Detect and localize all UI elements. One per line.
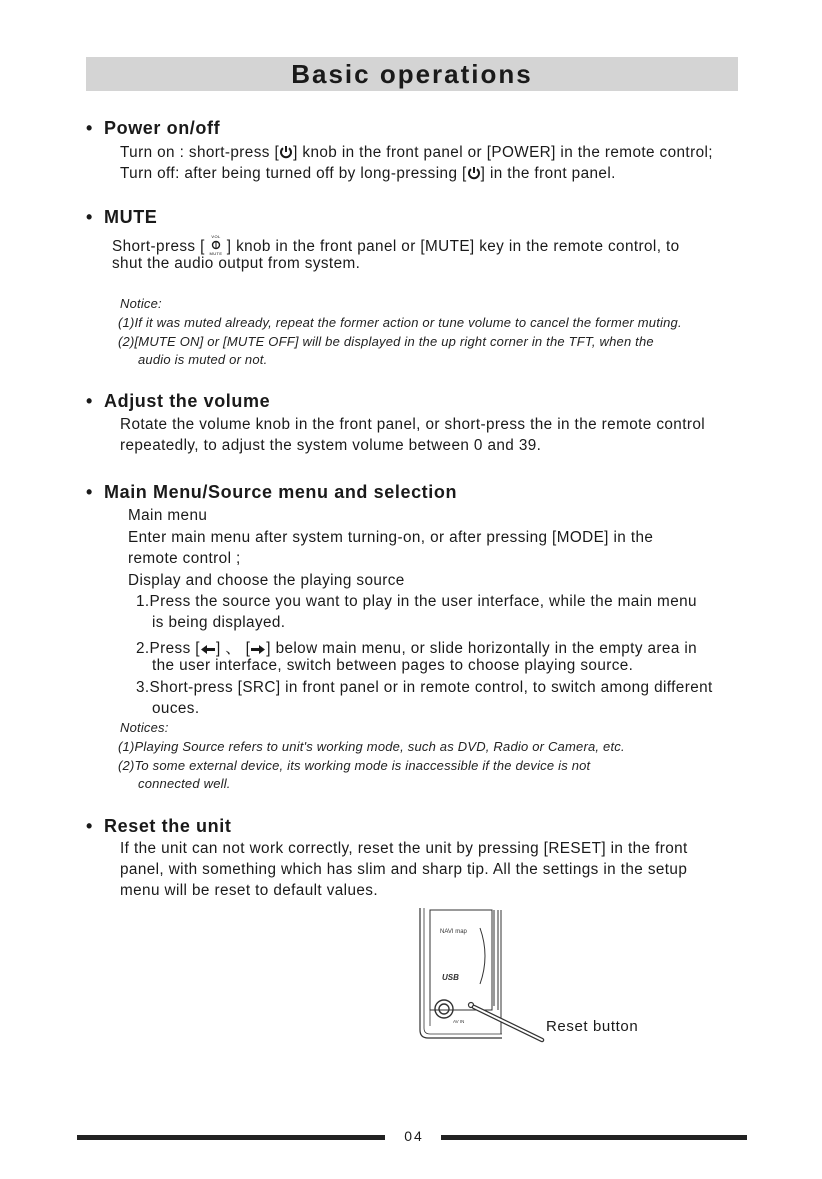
mainmenu-line-2: Enter main menu after system turning-on, or after pressing [MODE] in the: [128, 529, 654, 546]
bullet-dot: •: [86, 816, 93, 836]
power-icon: [279, 145, 293, 159]
mainmenu-line-6: is being displayed.: [152, 614, 286, 631]
section-heading-reset: • Reset the unit: [86, 816, 232, 836]
mainmenu-line-8: the user interface, switch between pages to choose playing source.: [152, 657, 634, 674]
power-on-line: Turn on : short-press [ ] knob in the front panel or [POWER] in the remote control;: [120, 144, 713, 161]
mute-notice-1: (1)If it was muted already, repeat the former action or tune volume to cancel the former muting.: [118, 315, 682, 330]
section-heading-power: • Power on/off: [86, 118, 221, 138]
av-in-jack-inner: [439, 1004, 449, 1014]
mainmenu-notice-1: (1)Playing Source refers to unit's working mode, such as DVD, Radio or Camera, etc.: [118, 739, 625, 754]
footer-rule-left: [77, 1135, 385, 1140]
reset-line-1: If the unit can not work correctly, reset the unit by pressing [RESET] in the front: [120, 840, 688, 857]
navi-map-label: NAVI map: [440, 929, 467, 935]
usb-label: USB: [442, 973, 459, 982]
mainmenu-line-3: remote control ;: [128, 550, 241, 567]
page-title-bar: [86, 57, 738, 91]
section-heading-volume: • Adjust the volume: [86, 391, 271, 411]
mute-notice-2b: audio is muted or not.: [138, 352, 268, 367]
right-arrow-icon: [250, 644, 266, 655]
power-off-line: Turn off: after being turned off by long-pressing [ ] in the front panel.: [120, 165, 616, 182]
volume-line-2: repeatedly, to adjust the system volume between 0 and 39.: [120, 437, 542, 454]
volume-line-1: Rotate the volume knob in the front panel, or short-press the in the remote control: [120, 416, 706, 433]
screen-outline: [430, 910, 492, 1010]
mainmenu-line-10: ouces.: [152, 700, 200, 717]
mute-notice-label: Notice:: [120, 296, 162, 311]
svg-text:VOL: VOL: [211, 234, 221, 239]
mainmenu-notice-2a: (2)To some external device, its working mode is inaccessible if the device is not: [118, 758, 591, 773]
power-icon: [467, 166, 481, 180]
av-in-jack: [435, 1000, 453, 1018]
section-heading-main-menu: • Main Menu/Source menu and selection: [86, 482, 458, 502]
reset-button-callout: Reset button: [546, 1018, 639, 1035]
mainmenu-line-9: 3.Short-press [SRC] in front panel or in remote control, to switch among different: [136, 679, 713, 696]
page-title: Basic operations: [291, 59, 533, 89]
page-number: 04: [404, 1128, 424, 1144]
av-in-label: AV IN: [453, 1019, 465, 1024]
footer-rule-right: [441, 1135, 747, 1140]
mute-line-1: Short-press [ VOL MUTE ] knob in the front panel or [MUTE] key in the remote control, to: [112, 233, 680, 259]
left-arrow-icon: [200, 644, 216, 655]
mute-line-2: shut the audio output from system.: [112, 255, 361, 272]
svg-text:MUTE: MUTE: [209, 251, 223, 256]
reset-line-2: panel, with something which has slim and sharp tip. All the settings in the setup: [120, 861, 688, 878]
bullet-dot: •: [86, 482, 93, 502]
mainmenu-line-5: 1.Press the source you want to play in the user interface, while the main menu: [136, 593, 697, 610]
stylus-highlight: [474, 1007, 542, 1040]
mute-notice-2a: (2)[MUTE ON] or [MUTE OFF] will be displayed in the up right corner in the TFT, when the: [118, 334, 654, 349]
bullet-dot: •: [86, 207, 93, 227]
mainmenu-line-4: Display and choose the playing source: [128, 572, 405, 589]
bullet-dot: •: [86, 118, 93, 138]
mainmenu-notices-label: Notices:: [120, 720, 169, 735]
mainmenu-line-7: 2.Press [ ] 、 [ ] below main menu, or slide horizontally in the empty area in: [136, 640, 698, 657]
card-slot: [480, 928, 485, 984]
bullet-dot: •: [86, 391, 93, 411]
reset-line-3: menu will be reset to default values.: [120, 882, 378, 899]
reset-button-diagram: [410, 900, 670, 1050]
mainmenu-line-1: Main menu: [128, 507, 208, 524]
mainmenu-notice-2b: connected well.: [138, 776, 231, 791]
section-heading-mute: • MUTE: [86, 207, 158, 227]
